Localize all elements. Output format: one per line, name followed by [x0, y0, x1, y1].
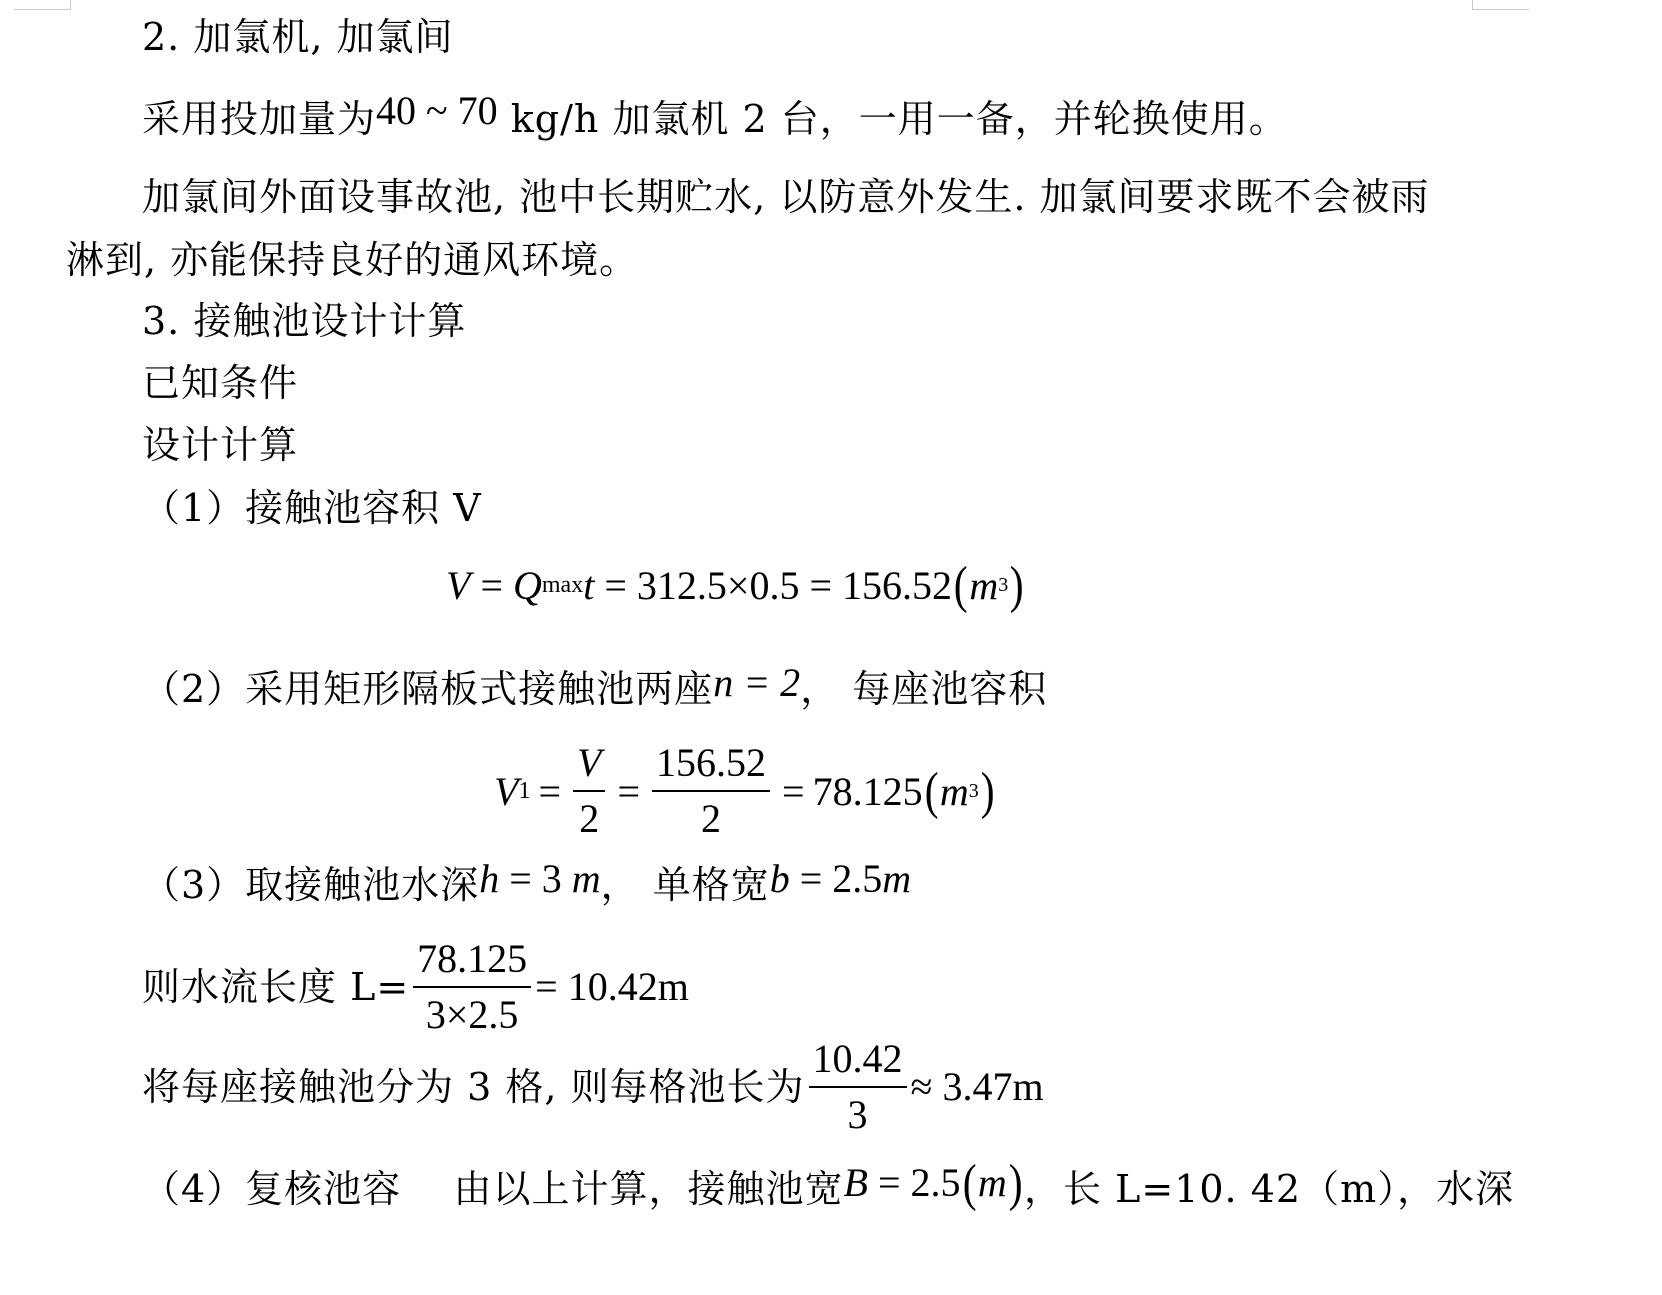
eq1-equals: = — [470, 563, 513, 608]
step2-text-after: ， 每座池容积 — [800, 667, 1048, 711]
step3-text-middle: ， 单格宽 — [600, 863, 770, 907]
step3-b-var: b — [769, 856, 790, 901]
eq1-unit-exponent: 3 — [998, 574, 1009, 596]
equation-single-volume: V 1 = $\frac{V}{2}$ = $\frac{156.52}{2}$ = 78.125 ( m 3 ) — [494, 740, 995, 841]
cell-length-result: ≈ 3.47m — [910, 1064, 1044, 1109]
step4-B-unit: m — [977, 1160, 1007, 1205]
eq2-fraction-2-denominator: 2 — [701, 796, 721, 841]
cell-length-text: 将每座接触池分为 3 格, 则每格池长为 — [142, 1065, 805, 1109]
eq2-unit: m — [939, 768, 969, 814]
dosage-range: 40 ~ 70 — [376, 88, 498, 133]
cell-length-line — [142, 1036, 1044, 1138]
step4-B-value: = 2.5 — [867, 1160, 961, 1205]
eq2-fraction-1-numerator: V — [573, 740, 605, 792]
eq2-fraction-2-numerator: 156.52 — [652, 740, 770, 792]
flow-length-numerator: 78.125 — [413, 936, 531, 988]
eq1-rhs: = 312.5×0.5 = 156.52 — [594, 563, 953, 608]
eq2-fraction-1-denominator: 2 — [579, 796, 600, 841]
step2-n-value: n = 2 — [713, 660, 801, 705]
cell-length-fraction — [809, 1036, 907, 1138]
eq2-fraction-2 — [652, 740, 770, 842]
step-2-tanks — [142, 660, 1048, 712]
eq1-t: t — [583, 563, 595, 608]
section-heading-contact-tank: 3. 接触池设计计算 — [142, 299, 467, 343]
subheading-design-calculation: 设计计算 — [142, 423, 299, 467]
eq2-V1: V — [494, 768, 519, 814]
step3-h-var: h — [479, 856, 500, 901]
cell-length-denominator: 3 — [847, 1092, 868, 1137]
step3-h-unit: m — [571, 856, 601, 901]
equation-volume: V = Q max t = 312.5×0.5 = 156.52 ( m 3 ) — [446, 557, 1024, 614]
eq2-fraction-1 — [573, 740, 605, 842]
eq1-V: V — [446, 563, 471, 608]
step3-b-unit: m — [882, 856, 912, 901]
eq1-Q-subscript: max — [541, 572, 584, 598]
eq1-unit: m — [969, 563, 999, 608]
step4-text-before: （4）复核池容 由以上计算，接触池宽 — [142, 1167, 844, 1211]
flow-length-denominator: 3×2.5 — [425, 992, 519, 1037]
eq2-V1-subscript: 1 — [518, 777, 531, 804]
section-heading-chlorinator: 2. 加氯机, 加氯间 — [142, 15, 454, 59]
flow-length-text: 则水流长度 L= — [142, 965, 410, 1009]
paragraph-room-line-1: 加氯间外面设事故池, 池中长期贮水, 以防意外发生. 加氯间要求既不会被雨 — [142, 175, 1430, 219]
cell-length-numerator: 10.42 — [809, 1036, 907, 1088]
step3-b-equals: = 2.5 — [789, 856, 883, 901]
step2-text-before: （2）采用矩形隔板式接触池两座 — [142, 667, 714, 711]
step3-text-before: （3）取接触池水深 — [142, 863, 480, 907]
eq2-result: 78.125 — [812, 768, 923, 814]
step-4-check: （4）复核池容 由以上计算，接触池宽B = 2.5(m)，长 L=10. 42（m），水深 — [142, 1155, 1515, 1212]
step4-B-var: B — [843, 1160, 868, 1205]
step3-h-equals: = 3 — [499, 856, 572, 901]
subheading-known-conditions: 已知条件 — [142, 361, 299, 405]
dosage-text-after: kg/h 加氯机 2 台，一用一备，并轮换使用。 — [497, 97, 1288, 141]
eq2-unit-exponent: 3 — [968, 779, 979, 802]
step4-text-after: ，长 L=10. 42（m），水深 — [1024, 1167, 1515, 1211]
paragraph-chlorinator-dosage — [142, 88, 1288, 142]
step-3-depth-width — [142, 856, 912, 908]
flow-length-fraction — [413, 936, 531, 1038]
eq1-Q: Q — [513, 563, 542, 608]
flow-length-result: = 10.42m — [535, 964, 689, 1009]
paragraph-room-line-2: 淋到, 亦能保持良好的通风环境。 — [66, 238, 639, 282]
page-corner-mark-left — [14, 0, 71, 10]
flow-length-line — [142, 936, 689, 1038]
page-corner-mark-right — [1472, 0, 1529, 10]
dosage-text-before: 采用投加量为 — [142, 97, 377, 141]
step-1-volume: （1）接触池容积 V — [142, 486, 482, 530]
